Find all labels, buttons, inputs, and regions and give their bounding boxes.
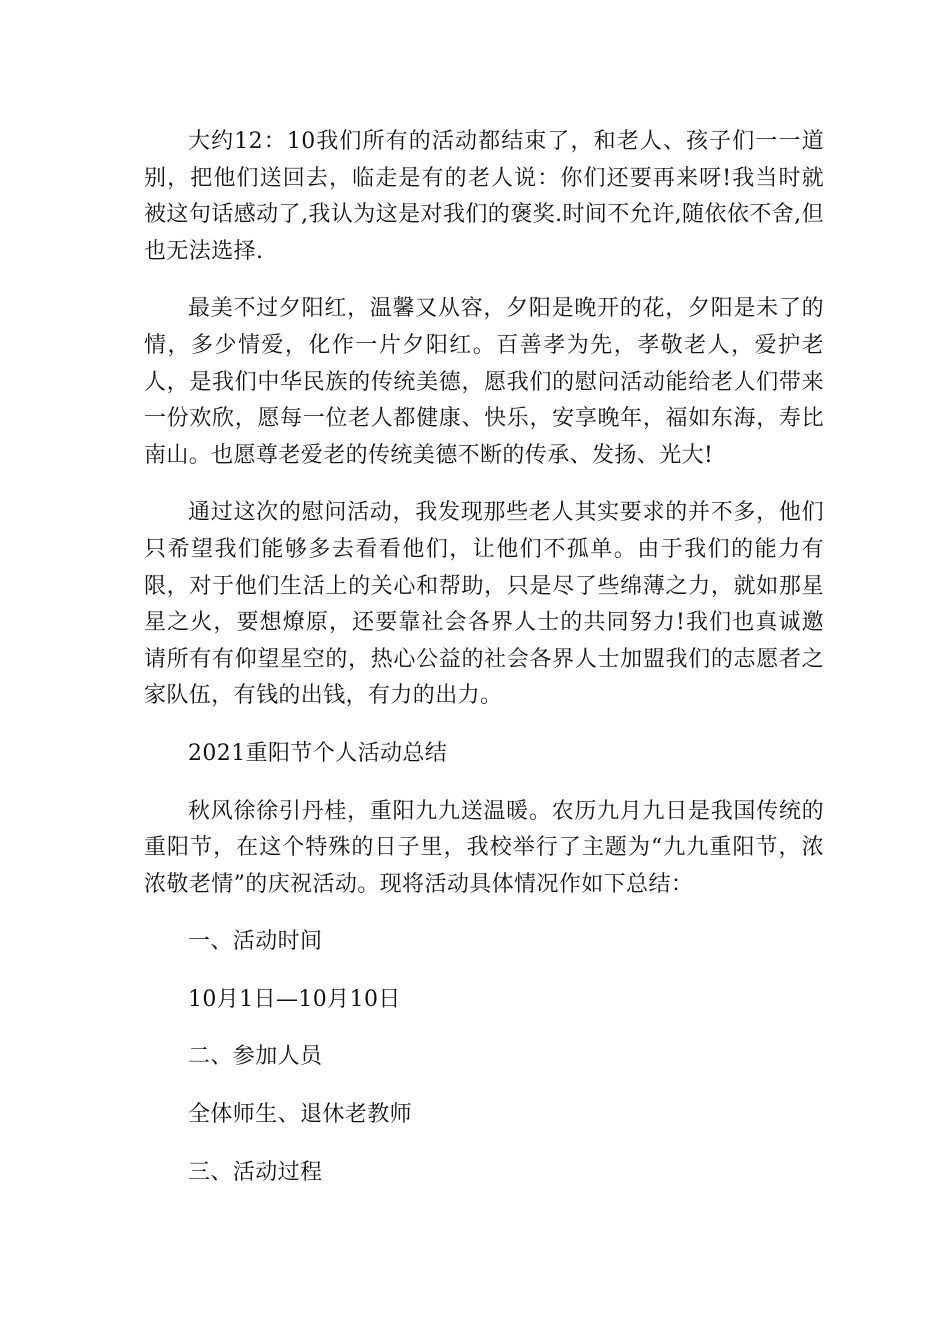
item-activity-time-heading: 一、活动时间 xyxy=(188,929,323,955)
item-participants-value: 全体师生、退休老教师 xyxy=(188,1102,413,1128)
paragraph-reflection: 通过这次的慰问活动，我发现那些老人其实要求的并不多，他们只希望我们能够多去看看他们，让他们不孤单。由于我们的能力有限，对于他们生活上的关心和帮助，只是尽了些绵薄之力，就如那星星之火，要想燎原，还要靠社会各界人士的共同努力!我们也真诚邀请所有有仰望星空的，热心公益的社会各界人士加盟我们的志愿者之家队伍，有钱的出钱，有力的出力。 xyxy=(144,500,824,709)
item-process-heading: 三、活动过程 xyxy=(188,1159,323,1185)
paragraph-sunset: 最美不过夕阳红，温馨又从容，夕阳是晚开的花，夕阳是未了的情，多少情爱，化作一片夕阳红。百善孝为先，孝敬老人，爱护老人，是我们中华民族的传统美德，愿我们的慰问活动能给老人们带来一份欢欣，愿每一位老人都健康、快乐，安享晚年，福如东海，寿比南山。也愿尊老爱老的传统美德不断的传承、发扬、光大! xyxy=(144,296,824,468)
paragraph-farewell: 大约12：10我们所有的活动都结束了，和老人、孩子们一一道别，把他们送回去，临走是有的老人说：你们还要再来呀!我当时就被这句话感动了,我认为这是对我们的褒奖.时间不允许,随依依不舍,但也无法选择. xyxy=(144,129,824,264)
item-participants-heading: 二、参加人员 xyxy=(188,1044,323,1070)
document-page xyxy=(144,124,824,1212)
section-title: 2021重阳节个人活动总结 xyxy=(188,740,448,766)
paragraph-intro: 秋风徐徐引丹桂，重阳九九送温暖。农历九月九日是我国传统的重阳节，在这个特殊的日子里，我校举行了主题为“九九重阳节，浓浓敬老情”的庆祝活动。现将活动具体情况作如下总结： xyxy=(144,798,824,897)
item-activity-time-value: 10月1日—10月10日 xyxy=(188,986,401,1012)
